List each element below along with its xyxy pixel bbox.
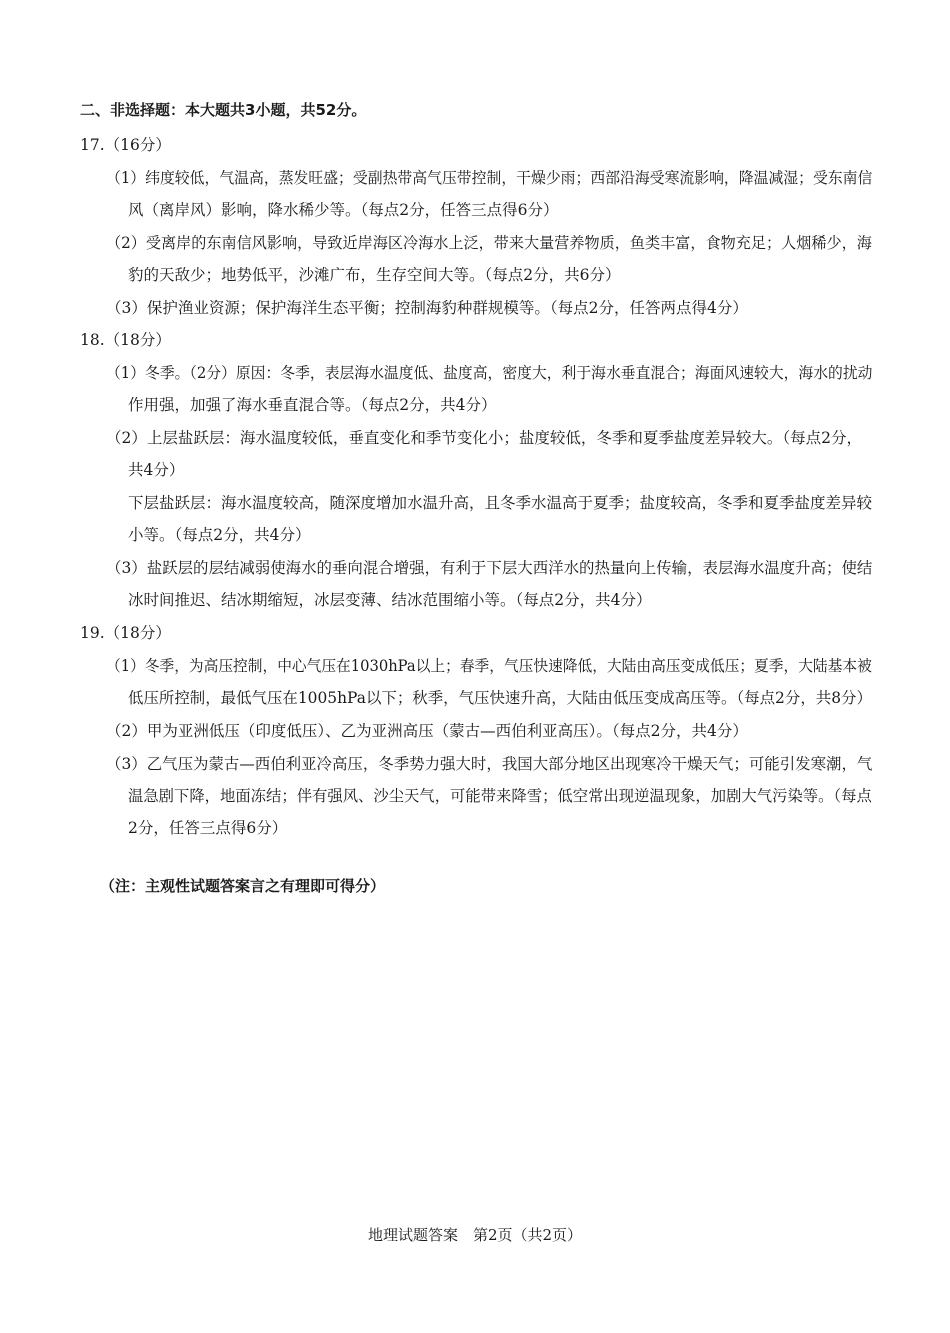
section-title: 二、非选择题：本大题共3小题，共52分。 (80, 101, 367, 119)
q17-answer-2-line-1: （2）受离岸的东南信风影响，导致近岸海区冷海水上泛，带来大量营养物质，鱼类丰富，食物充足；人烟稀少，海 (106, 234, 872, 252)
q18-answer-3-line-2: 冰时间推迟、结冰期缩短，冰层变薄、结冰范围缩小等。（每点2分，共4分） (128, 591, 652, 609)
q19-answer-2-line-1: （2）甲为亚洲低压（印度低压）、乙为亚洲高压（蒙古—西伯利亚高压）。（每点2分，共4分） (106, 722, 748, 740)
q18-answer-2-line-1: （2）上层盐跃层：海水温度较低，垂直变化和季节变化小；盐度较低，冬季和夏季盐度差异较大。（每点2分， (106, 429, 862, 447)
q18-answer-2-line-2: 共4分） (128, 461, 185, 479)
q18-answer-1-line-1: （1）冬季。（2分）原因：冬季，表层海水温度低、盐度高，密度大，利于海水垂直混合；海面风速较大，海水的扰动 (106, 364, 873, 382)
q18-answer-3-line-1: （3）盐跃层的层结减弱使海水的垂向混合增强，有利于下层大西洋水的热量向上传输，表层海水温度升高；使结 (106, 559, 873, 577)
q19-answer-1-line-2: 低压所控制，最低气压在1005hPa以下；秋季，气压快速升高，大陆由低压变成高压等。（每点2分，共8分） (128, 689, 872, 707)
q19-answer-3-line-1: （3）乙气压为蒙古—西伯利亚冷高压，冬季势力强大时，我国大部分地区出现寒冷干燥天气；可能引发寒潮，气 (106, 755, 873, 773)
q18-answer-2-line-4: 小等。（每点2分，共4分） (128, 526, 311, 544)
q17-answer-2-line-2: 豹的天敌少；地势低平，沙滩广布，生存空间大等。（每点2分，共6分） (128, 266, 621, 284)
q18-answer-2-line-3: 下层盐跃层：海水温度较高，随深度增加水温升高，且冬季水温高于夏季；盐度较高，冬季和夏季盐度差异较 (128, 494, 873, 512)
q17-answer-1-line-2: 风（离岸风）影响，降水稀少等。（每点2分，任答三点得6分） (128, 201, 559, 219)
q19-answer-3-line-2: 温急剧下降，地面冻结；伴有强风、沙尘天气，可能带来降雪；低空常出现逆温现象，加剧大气污染等。（每点 (128, 787, 872, 805)
grading-note: （注：主观性试题答案言之有理即可得分） (100, 877, 386, 895)
q17-answer-3-line-1: （3）保护渔业资源；保护海洋生态平衡；控制海豹种群规模等。（每点2分，任答两点得4分） (106, 299, 748, 317)
q17-answer-1-line-1: （1）纬度较低，气温高，蒸发旺盛；受副热带高气压带控制，干燥少雨；西部沿海受寒流影响，降温减湿；受东南信 (106, 169, 873, 187)
q17-heading: 17.（16分） (80, 136, 171, 154)
q19-answer-3-line-3: 2分，任答三点得6分） (128, 819, 288, 837)
q18-answer-1-line-2: 作用强，加强了海水垂直混合等。（每点2分，共4分） (128, 396, 497, 414)
q19-heading: 19.（18分） (80, 624, 171, 642)
page-footer: 地理试题答案 第2页（共2页） (367, 1226, 583, 1244)
q19-answer-1-line-1: （1）冬季，为高压控制，中心气压在1030hPa以上；春季，气压快速降低，大陆由高压变成低压；夏季，大陆基本被 (106, 657, 872, 675)
q18-heading: 18.（18分） (80, 331, 171, 349)
